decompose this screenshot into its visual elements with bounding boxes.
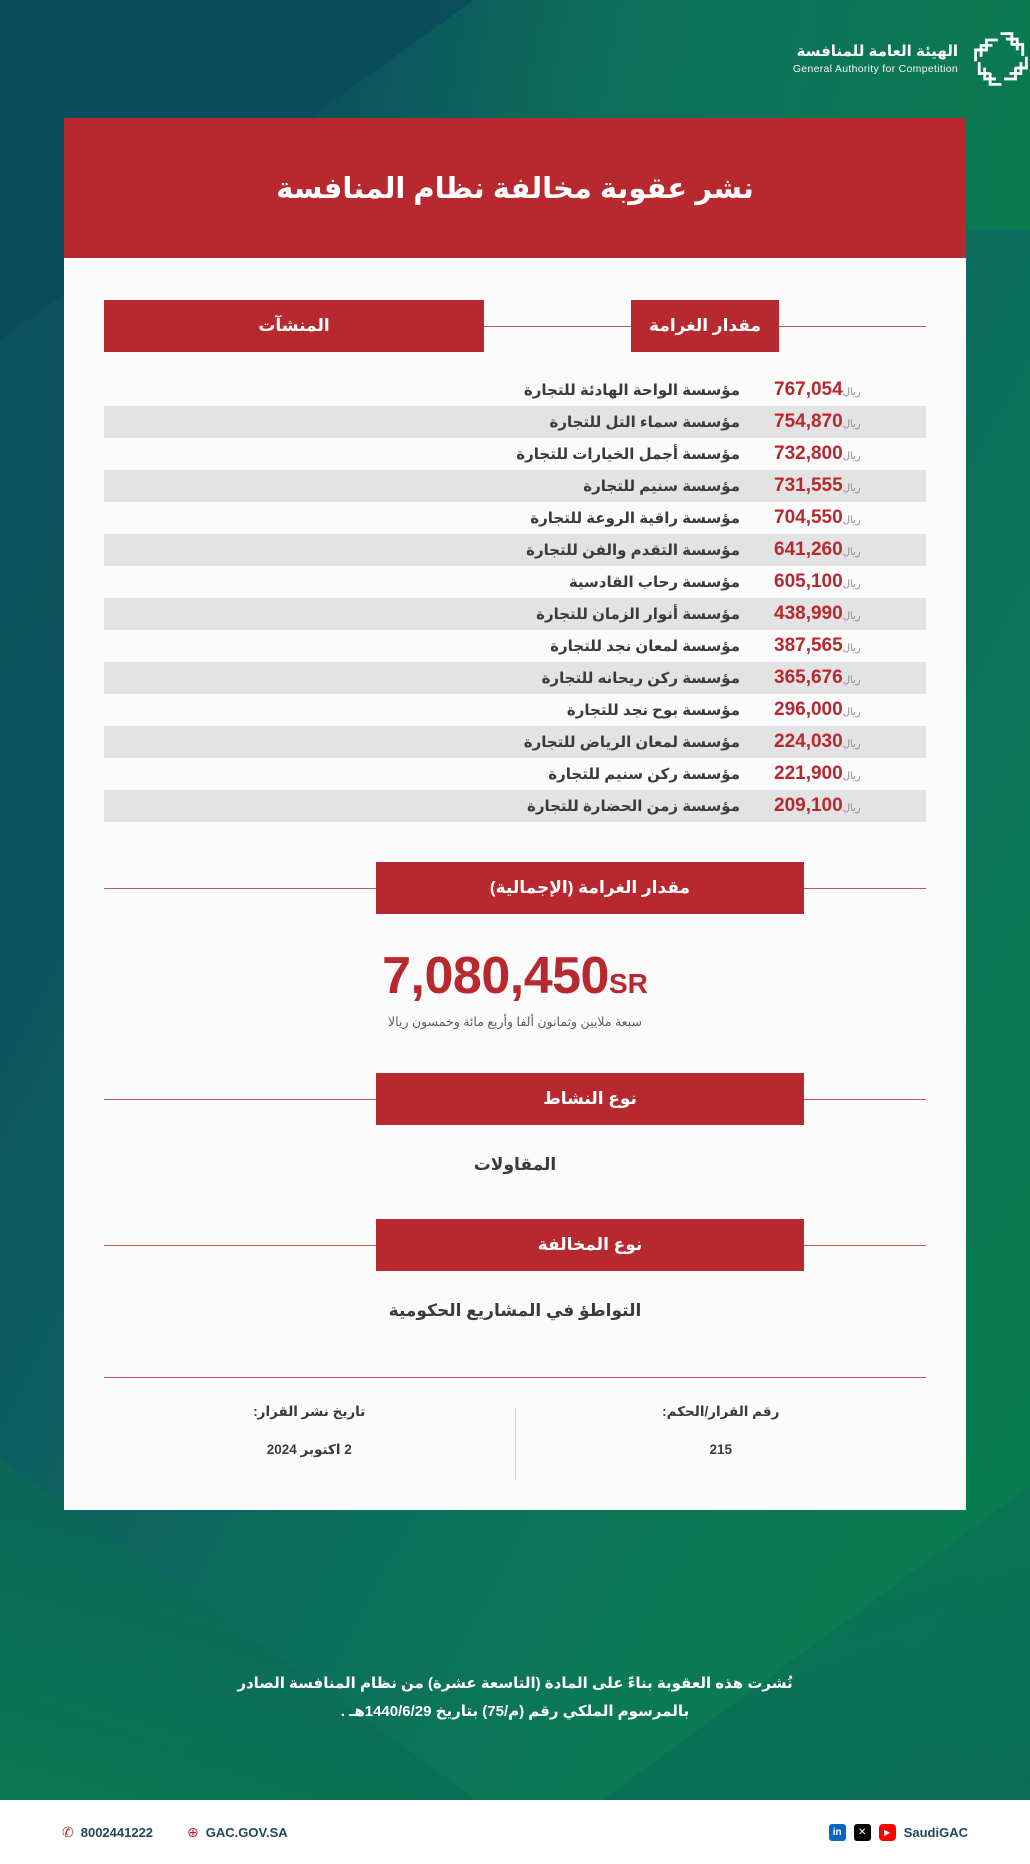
x-twitter-icon[interactable]: ✕ [854,1824,871,1841]
fine-amount-cell [754,758,926,790]
fine-amount-cell [754,534,926,566]
meta-separator [515,1408,516,1480]
establishment-name-cell: مؤسسة الواحة الهادئة للتجارة [523,382,740,399]
establishment-name-cell: مؤسسة زمن الحضارة للتجارة [526,798,740,815]
fine-amount: 296,000 [774,699,843,720]
fine-amount-cell [754,502,926,534]
establishment-name-cell: مؤسسة أجمل الخيارات للتجارة [516,446,740,463]
activity-label: نوع النشاط [376,1073,804,1125]
gac-interlock-logo-icon [972,30,1030,88]
column-header-establishments: المنشآت [104,300,484,352]
fine-currency: ريال [842,451,861,462]
legal-note [64,1670,966,1726]
table-header-row [104,300,926,352]
table-row [104,598,926,630]
fine-amount-cell [754,726,926,758]
header-rule-right [779,300,926,352]
table-row [104,790,926,822]
establishment-name-cell: مؤسسة رحاب القادسية [568,574,740,591]
establishment-name-cell: مؤسسة سنيم للتجارة [583,478,740,495]
decision-meta [104,1404,926,1484]
fine-currency: ريال [842,611,861,622]
decision-number-block [516,1404,927,1484]
fine-currency: ريال [842,803,861,814]
phone-number: 8002441222 [80,1824,154,1840]
contact-info [62,1824,288,1841]
fine-amount: 754,870 [774,411,843,432]
table-row [104,406,926,438]
youtube-icon[interactable]: ▶ [879,1824,896,1841]
table-row [104,694,926,726]
establishment-name-cell: مؤسسة لمعان نجد للتجارة [550,638,740,655]
brand-bar [0,0,1030,118]
decision-number-value: 215 [709,1442,733,1457]
fine-currency: ريال [842,579,861,590]
total-rule-right [804,888,926,889]
brand-lockup [793,30,1030,88]
table-row [104,630,926,662]
establishment-name-cell: مؤسسة ركن سنيم للتجارة [548,766,740,783]
fine-currency: ريال [842,771,861,782]
violation-value: التواطؤ في المشاريع الحكومية [388,1301,642,1320]
fine-currency: ريال [842,547,861,558]
publish-date-value: 2 اكتوبر 2024 [266,1442,352,1457]
violation-label: نوع المخالفة [376,1219,804,1271]
table-row [104,534,926,566]
fine-amount-cell [754,630,926,662]
penalty-card [64,118,966,1510]
brand-text [793,43,958,76]
table-row [104,470,926,502]
table-row [104,726,926,758]
fine-currency: ريال [842,643,861,654]
fine-amount-cell [754,374,926,406]
fine-currency: ريال [842,739,861,750]
fine-currency: ريال [842,675,861,686]
activity-rule-left [104,1099,376,1100]
establishment-name-cell: مؤسسة ركن ريحانه للتجارة [541,670,740,687]
page-title: نشر عقوبة مخالفة نظام المنافسة [276,172,754,205]
brand-name-arabic: الهيئة العامة للمنافسة [796,42,958,60]
globe-icon: ⊕ [187,1823,199,1840]
fine-amount: 732,800 [774,443,843,464]
table-row [104,374,926,406]
legal-note-line-1: نُشرت هذه العقوبة بناءً على المادة (التاسعة عشرة) من نظام المنافسة الصادر [237,1675,793,1692]
fine-currency: ريال [842,515,861,526]
fine-amount: 704,550 [774,507,843,528]
column-header-amount: مقدار الغرامة [631,300,779,352]
fine-amount-cell [754,470,926,502]
decision-number-label: رقم القرار/الحكم: [662,1404,780,1419]
establishment-name-cell: مؤسسة أنوار الزمان للتجارة [536,606,740,623]
establishment-name-cell: مؤسسة بوح نجد للتجارة [566,702,740,719]
total-band [104,862,926,914]
title-banner [64,118,966,258]
total-currency-code: SR [608,968,648,999]
total-label: مقدار الغرامة (الإجمالية) [376,862,804,914]
table-row [104,438,926,470]
fine-amount: 605,100 [774,571,843,592]
total-rule-left [104,888,376,889]
fine-currency: ريال [842,707,861,718]
fine-amount-cell [754,566,926,598]
establishment-name-cell: مؤسسة راقية الروعة للتجارة [530,510,740,527]
fine-amount: 641,260 [774,539,843,560]
fine-amount: 438,990 [774,603,843,624]
total-amount-words: سبعة ملايين وثمانون ألفا وأربع مائة وخمسون ريالا [388,1015,642,1029]
establishment-name-cell: مؤسسة التقدم والفن للتجارة [526,542,740,559]
activity-rule-right [804,1099,926,1100]
fine-amount: 365,676 [774,667,843,688]
publish-date-label: تاريخ نشر القرار: [253,1404,366,1419]
fine-currency: ريال [842,419,861,430]
fine-amount-cell [754,598,926,630]
fine-amount-cell [754,438,926,470]
total-amount-number: 7,080,450 [382,947,609,1005]
website-contact[interactable] [187,1824,288,1841]
fine-amount-cell [754,406,926,438]
social-handle: SaudiGAC [903,1824,968,1840]
phone-contact[interactable] [62,1824,153,1841]
violation-band [104,1219,926,1271]
linkedin-icon[interactable]: in [829,1824,846,1841]
fine-amount-cell [754,694,926,726]
fine-amount: 221,900 [774,763,843,784]
violation-rule-left [104,1245,376,1246]
establishments-table [104,374,926,822]
activity-band [104,1073,926,1125]
fine-amount: 387,565 [774,635,843,656]
page-footer [0,1800,1030,1864]
fine-amount-cell [754,662,926,694]
header-rule-middle [484,300,631,352]
fine-amount: 731,555 [774,475,843,496]
brand-name-english: General Authority for Competition [792,62,958,75]
total-amount [64,947,966,1005]
table-row [104,502,926,534]
phone-icon: ✆ [62,1823,74,1840]
establishments-table-section [64,258,966,822]
social-links [829,1824,968,1841]
legal-note-line-2: بالمرسوم الملكي رقم (م/75) بتاريخ 1440/6/29هـ . [340,1702,690,1720]
fine-amount: 767,054 [774,379,843,400]
fine-amount: 224,030 [774,731,843,752]
fine-amount-cell [754,790,926,822]
violation-rule-right [804,1245,926,1246]
table-row [104,662,926,694]
establishment-name-cell: مؤسسة لمعان الرياض للتجارة [523,734,740,751]
meta-divider [104,1377,926,1378]
publish-date-block [104,1404,515,1484]
table-row [104,566,926,598]
fine-currency: ريال [842,483,861,494]
website-url: GAC.GOV.SA [205,1824,288,1840]
activity-value: المقاولات [473,1155,557,1174]
fine-amount: 209,100 [774,795,843,816]
table-row [104,758,926,790]
establishment-name-cell: مؤسسة سماء التل للتجارة [549,414,740,431]
fine-currency: ريال [842,387,861,398]
